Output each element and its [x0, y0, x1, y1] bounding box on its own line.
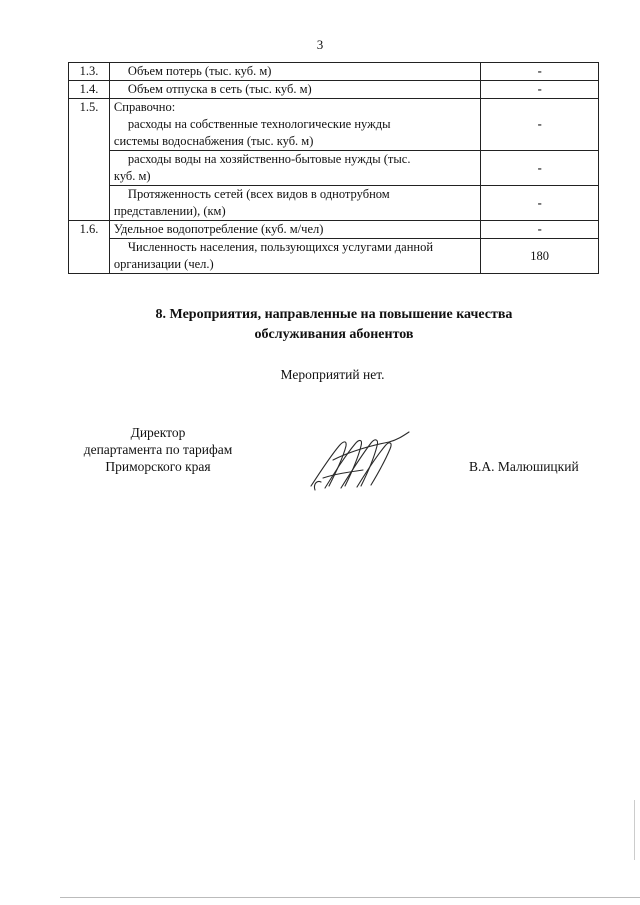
- row-value-text: -: [537, 117, 542, 131]
- signature-stroke: [323, 470, 363, 478]
- section-title: [0, 305, 640, 345]
- row-number: 1.4.: [69, 81, 110, 99]
- row-description: [109, 99, 480, 151]
- row-description-line: Объем отпуска в сеть (тыс. куб. м): [127, 82, 312, 96]
- row-description: [109, 221, 480, 239]
- page-number: 3: [316, 37, 324, 52]
- table-row: [69, 239, 599, 274]
- row-description: [109, 81, 480, 99]
- row-description-line: системы водоснабжения (тыс. куб. м): [113, 134, 314, 148]
- signer-position-line: Директор: [130, 425, 186, 440]
- row-value: [481, 63, 599, 81]
- row-value: [481, 239, 599, 274]
- row-description-line: Справочно:: [113, 100, 176, 114]
- row-description: [109, 239, 480, 274]
- parameters-table: [68, 62, 599, 274]
- row-value-text: -: [537, 195, 542, 210]
- signature-stroke: [314, 481, 321, 490]
- row-value: [481, 221, 599, 239]
- row-description-line: Объем потерь (тыс. куб. м): [127, 64, 272, 78]
- row-number: 1.3.: [69, 63, 110, 81]
- scan-edge-line: [634, 800, 635, 860]
- scan-edge-line: [60, 897, 640, 898]
- table-row: [69, 221, 599, 239]
- section-note: Мероприятий нет.: [280, 367, 385, 382]
- table-row: [69, 151, 599, 186]
- row-value: [481, 151, 599, 186]
- row-description-line: Протяженность сетей (всех видов в однотрубном: [127, 187, 390, 201]
- row-description-line: расходы воды на хозяйственно-бытовые нужды (тыс.: [127, 152, 411, 166]
- row-value: [481, 99, 599, 151]
- section-title-line: обслуживания абонентов: [254, 327, 414, 342]
- row-description-line: представлении), (км): [113, 204, 226, 218]
- row-description: [109, 186, 480, 221]
- table-row: [69, 81, 599, 99]
- row-number: 1.5.: [69, 99, 110, 221]
- row-description-line: расходы на собственные технологические нужды: [127, 117, 391, 131]
- signature-stroke: [357, 443, 391, 487]
- signer-name: В.А. Малюшицкий: [469, 459, 579, 474]
- row-value-text: -: [537, 222, 542, 236]
- table-row: [69, 186, 599, 221]
- row-value-text: -: [537, 160, 542, 175]
- row-description: [109, 151, 480, 186]
- row-value-text: -: [537, 82, 542, 96]
- signature-stroke: [333, 432, 409, 460]
- signer-position: [58, 424, 258, 475]
- row-description: [109, 63, 480, 81]
- table-row: [69, 63, 599, 81]
- table-row: [69, 99, 599, 151]
- row-value-text: 180: [530, 248, 550, 263]
- signer-position-line: департамента по тарифам: [83, 442, 233, 457]
- row-value: [481, 186, 599, 221]
- row-description-line: Удельное водопотребление (куб. м/чел): [113, 222, 324, 236]
- row-description-line: организации (чел.): [113, 257, 214, 271]
- row-value: [481, 81, 599, 99]
- section-title-line: 8. Мероприятия, направленные на повышение качества: [155, 307, 513, 322]
- handwritten-signature: [305, 430, 415, 492]
- row-number: 1.6.: [69, 221, 110, 274]
- row-description-line: куб. м): [113, 169, 151, 183]
- row-description-line: Численность населения, пользующихся услугами данной: [127, 240, 434, 254]
- signer-position-line: Приморского края: [105, 459, 211, 474]
- row-value-text: -: [537, 64, 542, 78]
